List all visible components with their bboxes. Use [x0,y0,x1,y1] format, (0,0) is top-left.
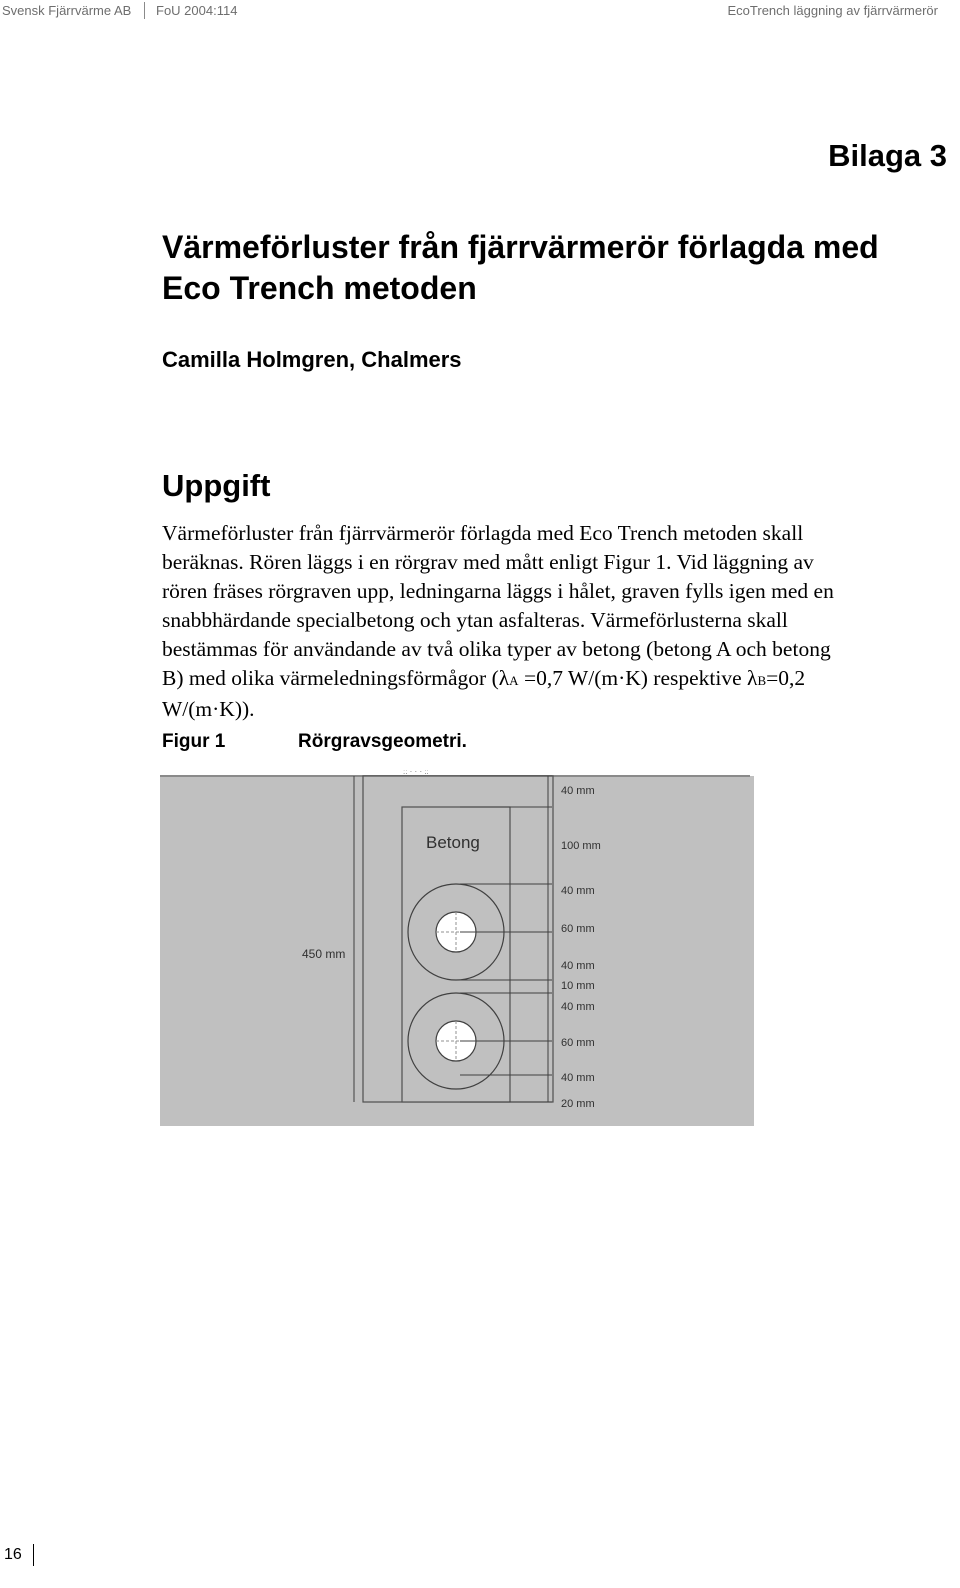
figure-caption: Rörgravsgeometri. [298,731,467,752]
dimension-label: 60 mm [561,1037,595,1049]
dimension-label: 60 mm [561,923,595,935]
title-line-1: Värmeförluster från fjärrvärmerör förlagda med [162,229,879,265]
body-line: rören fräses rörgraven upp, ledningarna läggs i hålet, graven fylls igen med en [162,579,834,603]
dimension-label: 40 mm [561,1001,595,1013]
body-line: snabbhärdande specialbetong och ytan asfalteras. Värmeförlusterna skall [162,608,788,632]
total-depth-label: 450 mm [302,947,346,961]
header-report-number: FoU 2004:114 [156,3,238,18]
body-line: Värmeförluster från fjärrvärmerör förlagda med Eco Trench metoden skall [162,521,804,545]
dimension-label: 10 mm [561,980,595,992]
body-text-run: =0,7 W/(m·K) respektive λ [518,666,758,690]
body-text-run: B) med olika värmeledningsförmågor (λ [162,666,510,690]
body-line: beräknas. Rören läggs i en rörgrav med mått enligt Figur 1. Vid läggning av [162,550,814,574]
title-line-2: Eco Trench metoden [162,270,477,306]
header-divider [144,2,145,19]
lambda-subscript-a: A [509,673,519,688]
body-paragraph [162,519,952,724]
page-number: 16 [4,1546,22,1563]
header-document-title: EcoTrench läggning av fjärrvärmerör [727,3,938,18]
dimension-label: 20 mm [561,1098,595,1110]
dimension-label: 40 mm [561,885,595,897]
dimension-label: 40 mm [561,960,595,972]
trench-geometry-figure [160,770,754,1126]
figure-label: Figur 1 [162,731,226,752]
footer-divider [33,1544,34,1566]
trench-diagram [160,770,754,1126]
author: Camilla Holmgren, Chalmers [162,347,462,372]
body-text-run: =0,2 [766,666,806,690]
header-org: Svensk Fjärrvärme AB [2,3,132,18]
concrete-label: Betong [426,833,480,852]
dimension-label: 40 mm [561,785,595,797]
tick-mark: :: · · · :: [403,770,429,776]
dimension-label: 100 mm [561,840,601,852]
lambda-subscript-b: B [757,673,767,688]
appendix-label: Bilaga 3 [828,138,947,173]
body-line: bestämmas för användande av två olika typer av betong (betong A och betong [162,637,831,661]
section-heading: Uppgift [162,468,271,503]
dimension-label: 40 mm [561,1072,595,1084]
body-line: W/(m·K)). [162,697,255,721]
body-line [162,664,952,695]
page-title [162,227,879,309]
